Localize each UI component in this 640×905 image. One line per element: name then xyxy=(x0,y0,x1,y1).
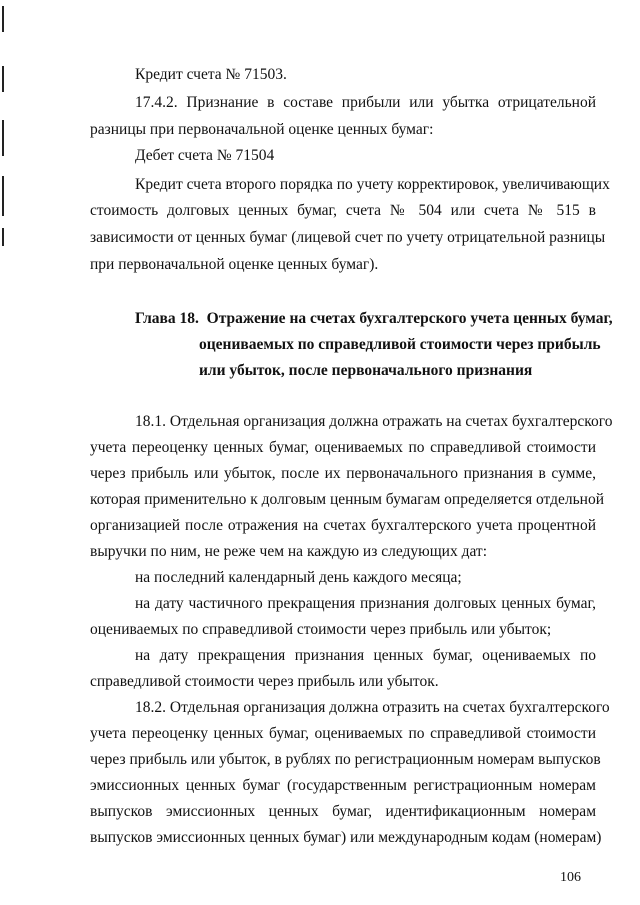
text-line: зависимости от ценных бумаг (лицевой счет по учету отрицательной разницы xyxy=(90,229,606,246)
chapter-heading-line: или убыток, после первоначального признания xyxy=(199,362,533,379)
text-line: оцениваемых по справедливой стоимости через прибыль или убыток; xyxy=(90,621,552,638)
text-line: выпусков эмиссионных ценных бумаг, идентификационным номерам xyxy=(90,803,596,820)
text-line: которая применительно к долговым ценным бумагам определяется отдельной xyxy=(90,491,605,508)
margin-mark xyxy=(2,228,4,246)
text-line: на дату частичного прекращения признания долговых ценных бумаг, xyxy=(135,595,596,612)
text-line: разницы при первоначальной оценке ценных бумаг: xyxy=(90,121,434,138)
text-line: учета переоценку ценных бумаг, оцениваемых по справедливой стоимости xyxy=(90,439,596,456)
text-line: стоимость долговых ценных бумаг, счета № 504 или счета № 515 в xyxy=(90,202,596,219)
chapter-heading: Глава 18. Отражение на счетах бухгалтерского учета ценных бумаг, xyxy=(135,310,613,327)
margin-mark xyxy=(2,66,4,92)
text-line: выпусков эмиссионных ценных бумаг) или международным кодам (номерам) xyxy=(90,829,602,846)
text-line: Кредит счета второго порядка по учету корректировок, увеличивающих xyxy=(135,176,610,193)
text-line: через прибыль или убыток, в рублях по регистрационным номерам выпусков xyxy=(90,751,601,768)
text-line: эмиссионных ценных бумаг (государственным регистрационным номерам xyxy=(90,777,596,794)
page-number: 106 xyxy=(560,870,581,885)
text-line: при первоначальной оценке ценных бумаг). xyxy=(90,256,379,273)
text-line: выручки по ним, не реже чем на каждую из следующих дат: xyxy=(90,543,488,560)
margin-mark xyxy=(2,120,4,156)
text-line: через прибыль или убыток, после их первоначального признания в сумме, xyxy=(90,465,596,482)
margin-mark xyxy=(2,176,4,216)
chapter-heading-line: оцениваемых по справедливой стоимости через прибыль xyxy=(199,336,601,353)
text-line: на дату прекращения признания ценных бумаг, оцениваемых по xyxy=(135,647,596,664)
text-line: справедливой стоимости через прибыль или убыток. xyxy=(90,673,439,690)
margin-mark xyxy=(2,6,4,32)
text-line: учета переоценку ценных бумаг, оцениваемых по справедливой стоимости xyxy=(90,725,596,742)
text-line: 18.2. Отдельная организация должна отразить на счетах бухгалтерского xyxy=(135,699,610,716)
text-line: 18.1. Отдельная организация должна отражать на счетах бухгалтерского xyxy=(135,413,613,430)
text-line: Дебет счета № 71504 xyxy=(135,147,275,164)
text-line: на последний календарный день каждого месяца; xyxy=(135,569,462,586)
text-line: Кредит счета № 71503. xyxy=(135,66,287,83)
text-line: 17.4.2. Признание в составе прибыли или убытка отрицательной xyxy=(135,94,596,111)
text-line: организацией после отражения на счетах бухгалтерского учета процентной xyxy=(90,517,596,534)
